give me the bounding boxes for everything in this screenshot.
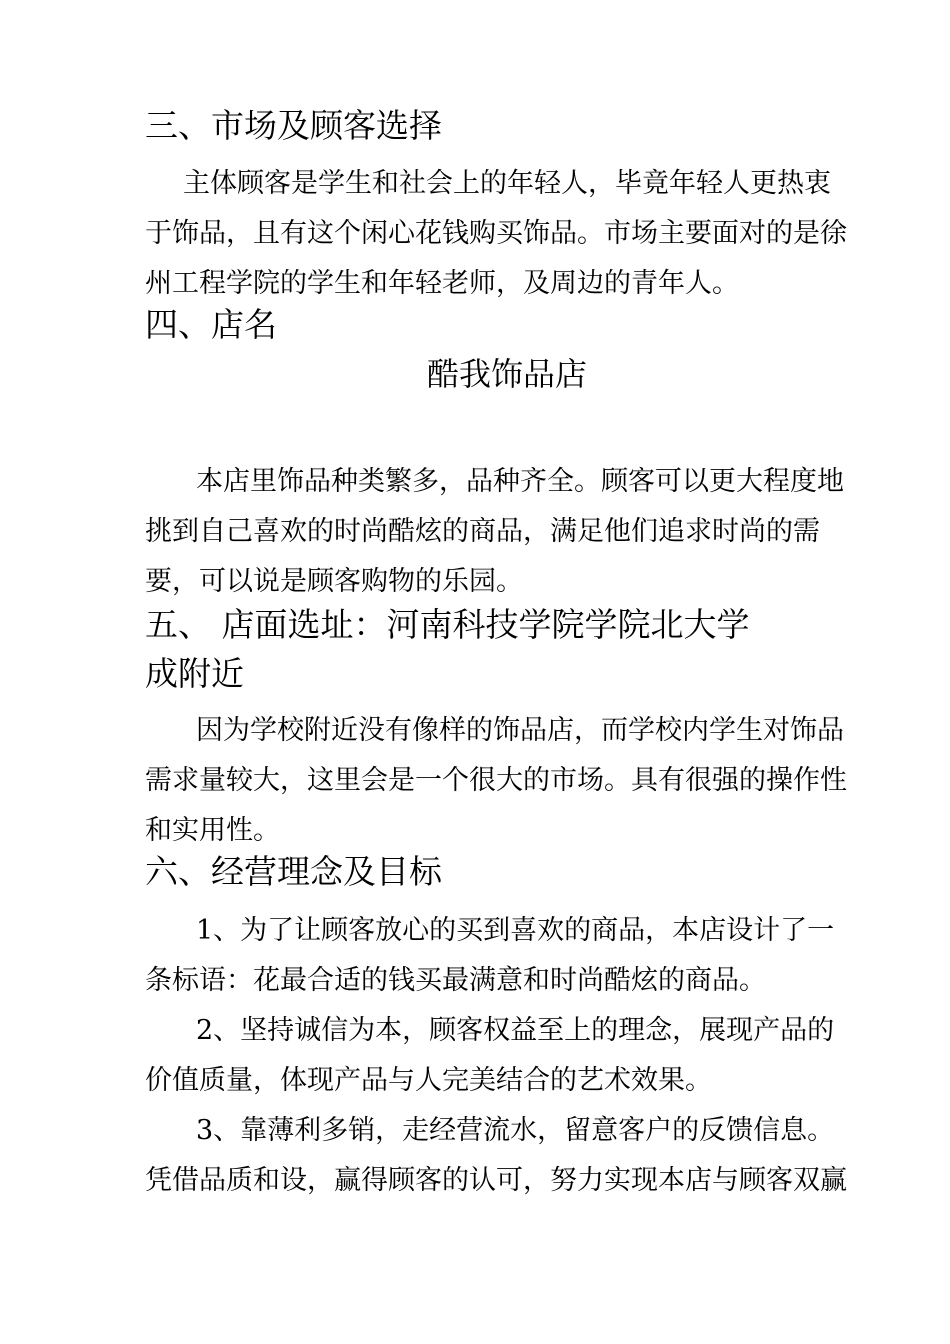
section-3-para-line: 主体顾客是学生和社会上的年轻人，毕竟年轻人更热衷 — [183, 168, 831, 199]
section-4-para-line: 本店里饰品种类繁多，品种齐全。顾客可以更大程度地 — [196, 466, 844, 497]
section-3-para-line: 于饰品，且有这个闲心花钱购买饰品。市场主要面对的是徐 — [145, 218, 847, 249]
section-6-item-3: 3、靠薄利多销，走经营流水，留意客户的反馈信息。 — [196, 1115, 835, 1146]
section-4-para-line: 要，可以说是顾客购物的乐园。 — [145, 566, 523, 597]
section-3-para-line: 州工程学院的学生和年轻老师，及周边的青年人。 — [145, 268, 739, 299]
section-5-para-line: 因为学校附近没有像样的饰品店，而学校内学生对饰品 — [196, 715, 844, 746]
section-5-para-line: 需求量较大，这里会是一个很大的市场。具有很强的操作性 — [145, 765, 847, 796]
section-6-heading: 六、经营理念及目标 — [145, 852, 442, 891]
section-5-heading: 五、 店面选址：河南科技学院学院北大学 — [145, 605, 750, 644]
section-5-para-line: 和实用性。 — [145, 815, 280, 846]
section-6-item-1: 1、为了让顾客放心的买到喜欢的商品，本店设计了一 — [196, 915, 835, 946]
section-5-heading-cont: 成附近 — [145, 654, 244, 693]
section-3-heading: 三、市场及顾客选择 — [145, 106, 442, 145]
section-4-para-line: 挑到自己喜欢的时尚酷炫的商品，满足他们追求时尚的需 — [145, 516, 820, 547]
section-6-item-1-cont: 条标语：花最合适的钱买最满意和时尚酷炫的商品。 — [145, 965, 766, 996]
section-6-item-2-cont: 价值质量，体现产品与人完美结合的艺术效果。 — [145, 1065, 712, 1096]
section-6-item-3-cont: 凭借品质和设，赢得顾客的认可，努力实现本店与顾客双赢 — [145, 1165, 847, 1196]
section-4-heading: 四、店名 — [145, 305, 277, 344]
shop-name: 酷我饰品店 — [427, 355, 588, 393]
section-6-item-2: 2、坚持诚信为本，顾客权益至上的理念，展现产品的 — [196, 1015, 835, 1046]
